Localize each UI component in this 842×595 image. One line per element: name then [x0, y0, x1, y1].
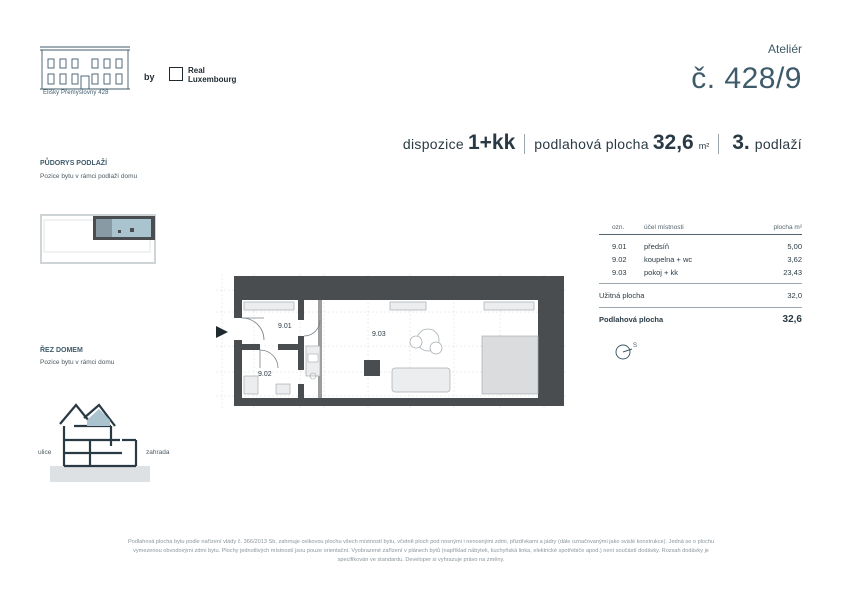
room-id: 9.02 — [612, 255, 627, 264]
developer-logo-mark — [169, 67, 183, 81]
unit-number: č. 428/9 — [691, 62, 802, 95]
room-table-body — [599, 235, 802, 284]
section-label-street: ulice — [38, 449, 52, 456]
floor-label: podlaží — [754, 136, 802, 152]
room-name: pokoj + kk — [644, 268, 678, 277]
area-value: 32,6 — [652, 131, 694, 154]
by-label: by — [144, 72, 155, 82]
col-header-id: ozn. — [612, 223, 625, 231]
room-id: 9.03 — [612, 268, 627, 277]
usable-area-value: 32,0 — [787, 291, 802, 300]
unit-summary — [403, 131, 802, 157]
section-title: ŘEZ DOMEM — [40, 347, 83, 354]
floor-position-subtitle: Pozice bytu v rámci podlaží domu — [40, 173, 138, 180]
unit-type: Ateliér — [767, 42, 802, 56]
room-label-902: 9.02 — [258, 371, 272, 378]
floor-area-row — [599, 308, 802, 330]
developer-logo-text — [188, 66, 236, 84]
compass-label: S — [633, 343, 638, 349]
footer-line: specifikován ve standardu. Developer si vyhrazuje právo na změny. — [337, 557, 505, 563]
developer-line1: Real — [188, 66, 205, 75]
footer-line: vymezenou obvodovými zdmi bytu. Plochy jednotlivých místností jsou pouze orientační. Vyobrazené zařízení v plánech bytů (například nábytek, kuchyňská linka, elektrické spotřebiče apod.) není součástí dodávky. Rozsah dodávky je — [133, 548, 709, 554]
room-area: 23,43 — [783, 268, 802, 277]
room-name: předsíň — [644, 242, 670, 251]
usable-area-label: Užitná plocha — [599, 291, 645, 300]
floor-value: 3. — [732, 131, 750, 154]
building-section-diagram — [50, 398, 150, 482]
col-header-purpose: účel místnosti — [644, 223, 684, 231]
floor-position-diagram — [40, 214, 156, 264]
table-row — [599, 266, 802, 279]
compass-icon — [612, 341, 634, 363]
room-id: 9.01 — [612, 242, 627, 251]
floor-area-label: Podlahová plocha — [599, 314, 664, 324]
summary-divider — [718, 134, 719, 154]
floor-area-value: 32,6 — [782, 313, 802, 325]
floor-position-title: PŮDORYS PODLAŽÍ — [40, 160, 108, 167]
footer-disclaimer — [44, 538, 798, 565]
area-unit: m² — [698, 141, 710, 151]
disposition-value: 1+kk — [467, 131, 516, 154]
summary-divider — [524, 134, 525, 154]
col-header-area: plocha m² — [773, 223, 802, 231]
project-logo — [38, 44, 132, 94]
section-label-garden: zahrada — [146, 449, 170, 456]
area-label: podlahová plocha — [534, 136, 649, 152]
footer-line: Podlahová plocha bytu podle nařízení vlády č. 366/2013 Sb. zahrnuje celkovou plochu všech místností bytu, včetně ploch pod nosnými i nenosnými zdmi, přizdívkami a jádry (dále označovanými jako svislé konstrukce). Jedná se o plochu — [127, 539, 715, 545]
project-caption: Elišky Přemyslovny 428 — [43, 90, 109, 96]
table-row — [599, 253, 802, 266]
room-area: 3,62 — [787, 255, 802, 264]
developer-line2: Luxembourg — [188, 75, 237, 84]
section-subtitle: Pozice bytu v rámci domu — [40, 359, 115, 366]
room-table-header — [599, 220, 802, 235]
table-row — [599, 240, 802, 253]
room-label-901: 9.01 — [278, 323, 292, 330]
room-area: 5,00 — [787, 242, 802, 251]
usable-area-row — [599, 284, 802, 308]
room-table — [599, 220, 802, 330]
disposition-label: dispozice — [402, 136, 464, 152]
room-name: koupelna + wc — [644, 255, 693, 264]
room-label-903: 9.03 — [372, 331, 386, 338]
floor-plan — [214, 272, 570, 412]
